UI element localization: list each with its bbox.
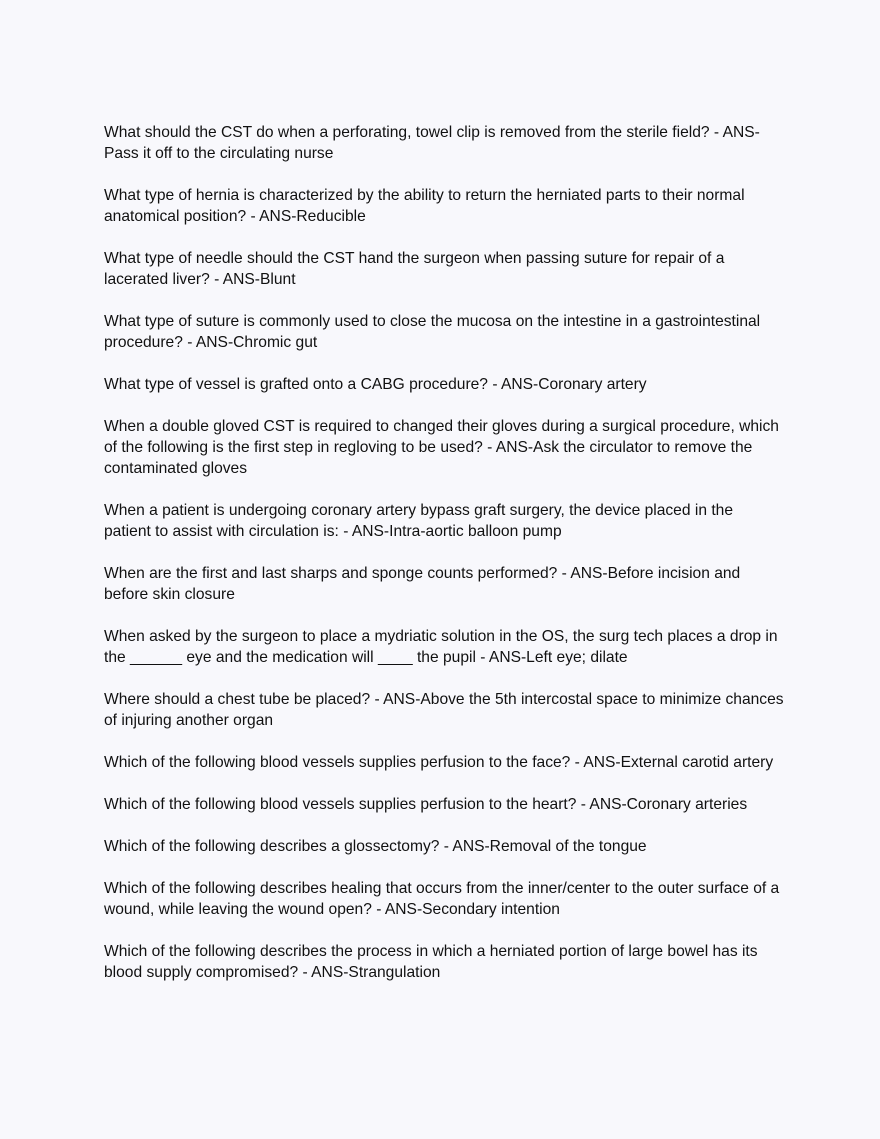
- qa-item: Where should a chest tube be placed? - ANS-Above the 5th intercostal space to minimize chances of injuring another organ: [104, 691, 784, 729]
- qa-item: Which of the following blood vessels supplies perfusion to the heart? - ANS-Coronary arteries: [104, 796, 748, 813]
- qa-item: What type of vessel is grafted onto a CABG procedure? - ANS-Coronary artery: [104, 376, 647, 393]
- qa-item: What type of needle should the CST hand the surgeon when passing suture for repair of a lacerated liver? - ANS-Blunt: [104, 250, 725, 288]
- qa-item: What type of hernia is characterized by the ability to return the herniated parts to their normal anatomical position? - ANS-Reducible: [104, 187, 745, 225]
- qa-item: What type of suture is commonly used to close the mucosa on the intestine in a gastrointestinal procedure? - ANS-Chromic gut: [104, 313, 761, 351]
- qa-item: Which of the following blood vessels supplies perfusion to the face? - ANS-External carotid artery: [104, 754, 774, 771]
- qa-item: What should the CST do when a perforating, towel clip is removed from the sterile field? - ANS-Pass it off to the circulating nurse: [104, 124, 760, 162]
- qa-item: When a double gloved CST is required to changed their gloves during a surgical procedure, which of the following is the first step in regloving to be used? - ANS-Ask the circulator to remove the contaminated gloves: [104, 418, 779, 477]
- qa-item: When are the first and last sharps and sponge counts performed? - ANS-Before incision and before skin closure: [104, 565, 741, 603]
- qa-item: Which of the following describes a glossectomy? - ANS-Removal of the tongue: [104, 838, 647, 855]
- qa-item: Which of the following describes healing that occurs from the inner/center to the outer surface of a wound, while leaving the wound open? - ANS-Secondary intention: [104, 880, 780, 918]
- qa-item: When a patient is undergoing coronary artery bypass graft surgery, the device placed in the patient to assist with circulation is: - ANS-Intra-aortic balloon pump: [104, 502, 734, 540]
- qa-item: Which of the following describes the process in which a herniated portion of large bowel has its blood supply compromised? - ANS-Strangulation: [104, 943, 758, 981]
- qa-list: [104, 122, 784, 983]
- qa-item: When asked by the surgeon to place a mydriatic solution in the OS, the surg tech places a drop in the ______ eye and the medication will ____ the pupil - ANS-Left eye; dilate: [104, 628, 778, 666]
